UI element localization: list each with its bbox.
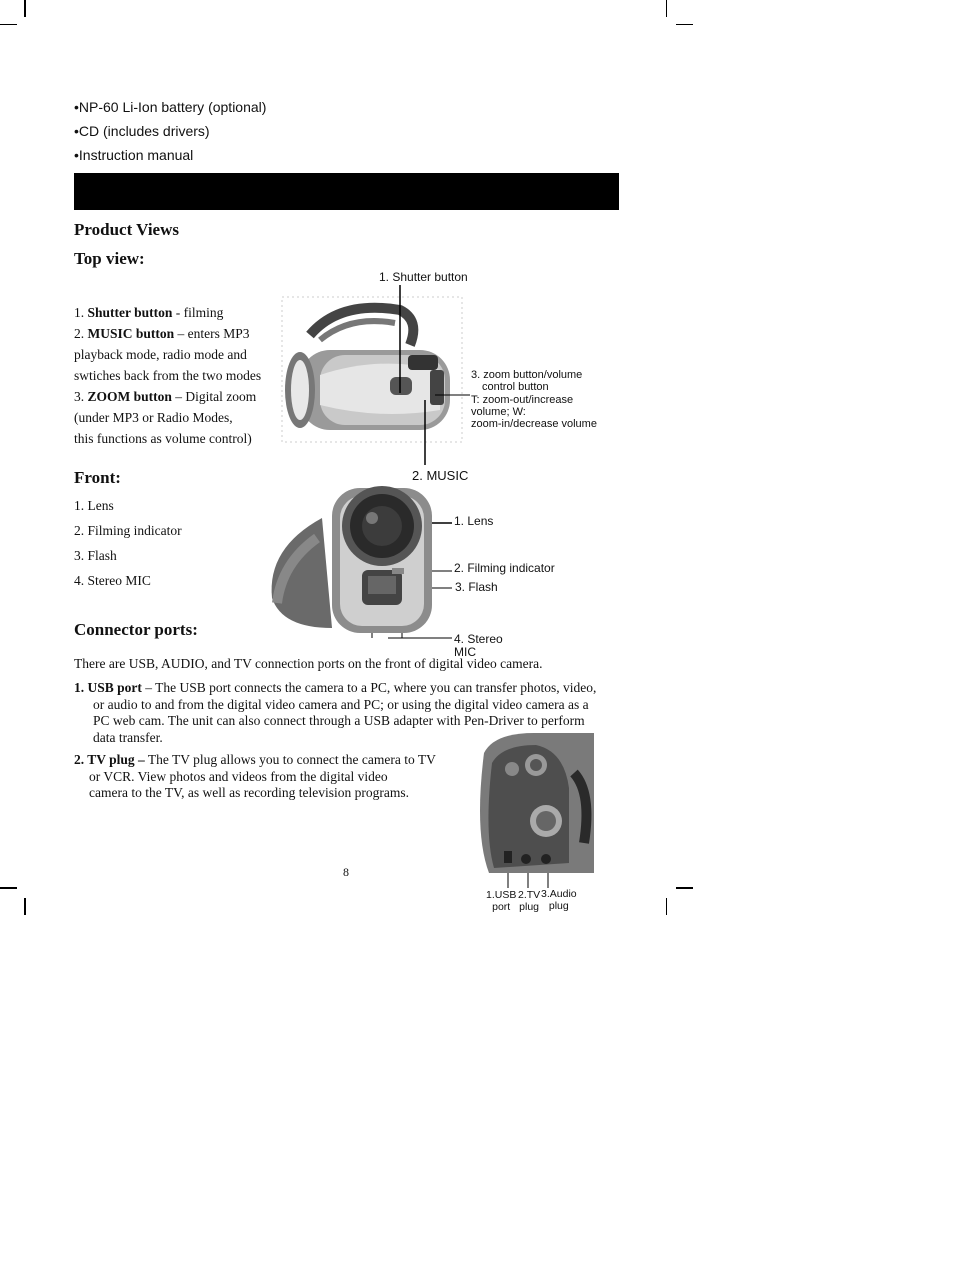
front-heading: Front: bbox=[74, 468, 121, 487]
list-item: 1. Shutter button - filming bbox=[74, 305, 224, 320]
camera-front-view-image bbox=[262, 478, 447, 638]
callout-filming-indicator: 2. Filming indicator bbox=[454, 561, 555, 575]
front-list bbox=[74, 493, 182, 593]
list-item: this functions as volume control) bbox=[74, 431, 252, 446]
callout-lens: 1. Lens bbox=[454, 514, 494, 528]
callout-zoom: 3. zoom button/volume control button T: zoom-out/increase volume; W: zoom-in/decrease volume bbox=[471, 369, 597, 431]
port-label-usb: 1.USB port bbox=[486, 889, 517, 913]
list-item: playback mode, radio mode and bbox=[74, 347, 247, 362]
port-label-audio: 3.Audio plug bbox=[541, 888, 577, 912]
connector-intro: There are USB, AUDIO, and TV connection ports on the front of digital video camera. bbox=[74, 656, 543, 671]
tv-plug-paragraph: 2. TV plug – The TV plug allows you to connect the camera to TV or VCR. View photos and videos from the digital video camera to the TV, as well as recording television programs. bbox=[74, 752, 436, 800]
callout-shutter: 1. Shutter button bbox=[379, 270, 468, 284]
top-view-heading: Top view: bbox=[74, 249, 145, 268]
callout-stereo-mic: 4. Stereo MIC bbox=[454, 632, 503, 659]
callout-flash: 3. Flash bbox=[455, 580, 498, 594]
list-item: 2. Filming indicator bbox=[74, 523, 182, 538]
usb-port-paragraph: 1. USB port – The USB port connects the camera to a PC, where you can transfer photos, video, or audio to and from the digital video camera and PC; or using the digital video camera as a PC web cam. The unit can also connect through a USB adapter with Pen-Driver to perform data transfer. bbox=[74, 680, 597, 745]
page-number: 8 bbox=[343, 865, 349, 879]
bullet-cd: •CD (includes drivers) bbox=[74, 123, 210, 139]
list-item: 4. Stereo MIC bbox=[74, 573, 151, 588]
connector-heading: Connector ports: bbox=[74, 620, 198, 639]
bullet-manual: •Instruction manual bbox=[74, 147, 194, 163]
list-item: (under MP3 or Radio Modes, bbox=[74, 410, 233, 425]
list-item: 3. ZOOM button – Digital zoom bbox=[74, 389, 257, 404]
camera-connector-view-image bbox=[474, 733, 594, 873]
callout-music: 2. MUSIC bbox=[412, 468, 469, 483]
list-item: 1. Lens bbox=[74, 498, 114, 513]
list-item: 3. Flash bbox=[74, 548, 117, 563]
port-label-tv: 2.TV plug bbox=[518, 889, 541, 913]
list-item: 2. MUSIC button – enters MP3 bbox=[74, 326, 250, 341]
bullet-battery: •NP-60 Li-Ion battery (optional) bbox=[74, 99, 267, 115]
section-heading: Product Views bbox=[74, 220, 179, 239]
list-item: swtiches back from the two modes bbox=[74, 368, 262, 383]
